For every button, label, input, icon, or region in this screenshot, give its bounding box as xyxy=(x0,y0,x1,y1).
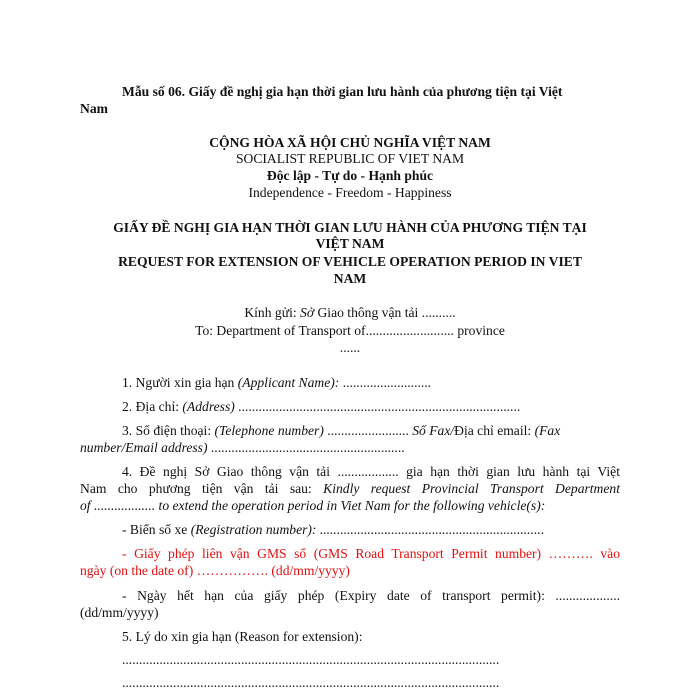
phone-blank: ........................ xyxy=(323,423,413,438)
addressee-vn-suffix: Giao thông vận tải .......... xyxy=(314,305,456,320)
email-label: Địa chỉ email: xyxy=(454,423,535,438)
field-phone-line1 xyxy=(122,423,560,439)
address-blank: ................................................................................... xyxy=(234,399,521,414)
field-phone-line2 xyxy=(80,440,405,456)
national-motto-vn: Độc lập - Tự do - Hạnh phúc xyxy=(266,168,434,183)
permit-line1: - Giấy phép liên vận GMS số (GMS Road Transport Permit number) ………. vào xyxy=(122,546,620,561)
reason-blank-1: ............................................................................................................... xyxy=(122,652,500,667)
applicant-blank: .......................... xyxy=(342,375,432,390)
fax-label-en: (Fax xyxy=(534,423,561,438)
phone-label: 3. Số điện thoại: xyxy=(122,423,215,438)
national-name-en: SOCIALIST REPUBLIC OF VIET NAM xyxy=(235,151,465,166)
addressee-en: To: Department of Transport of.......................... province xyxy=(195,323,505,338)
national-name-vn: CỘNG HÒA XÃ HỘI CHỦ NGHĨA VIỆT NAM xyxy=(209,135,491,150)
reason-label: 5. Lý do xin gia hạn (Reason for extension): xyxy=(122,629,363,644)
national-motto-en: Independence - Freedom - Happiness xyxy=(248,185,452,200)
title-vn-line2: VIỆT NAM xyxy=(315,236,385,251)
field-applicant xyxy=(122,375,431,391)
addressee-dots: ...... xyxy=(339,340,361,355)
applicant-label: 1. Người xin gia hạn xyxy=(122,375,238,390)
addressee-vn xyxy=(0,305,700,321)
title-en-line1: REQUEST FOR EXTENSION OF VEHICLE OPERATION PERIOD IN VIET xyxy=(118,254,582,269)
reason-blank-2: ............................................................................................................... xyxy=(122,675,500,690)
form-caption-line1: Mẫu số 06. Giấy đề nghị gia hạn thời gian lưu hành của phương tiện tại Việt xyxy=(122,84,563,99)
title-vn-line1: GIẤY ĐỀ NGHỊ GIA HẠN THỜI GIAN LƯU HÀNH CỦA PHƯƠNG TIỆN TẠI xyxy=(113,220,587,235)
fax-label: Số Fax/ xyxy=(412,423,455,438)
expiry-line2: (dd/mm/yyyy) xyxy=(80,605,159,620)
address-label-en: (Address) xyxy=(182,399,235,414)
address-label: 2. Địa chỉ: xyxy=(122,399,183,414)
phone-label-en: (Telephone number) xyxy=(214,423,324,438)
request-line3: of .................. to extend the operation period in Viet Nam for the following vehicle(s): xyxy=(80,498,546,513)
request-line2 xyxy=(80,481,620,497)
request-line1: 4. Đề nghị Sở Giao thông vận tải .................. gia hạn thời gian lưu hành tại Việt xyxy=(122,464,620,479)
registration-label-en: (Registration number): ................................................................. xyxy=(190,522,541,537)
expiry-line1: - Ngày hết hạn của giấy phép (Expiry date of transport permit): ................... xyxy=(122,588,620,603)
field-registration xyxy=(122,522,544,538)
fax-email-blank: ......................................................... xyxy=(207,440,405,455)
registration-label: - Biển số xe xyxy=(122,522,191,537)
addressee-vn-prefix: Kính gửi: xyxy=(244,305,301,320)
addressee-vn-italic: Sở xyxy=(300,305,315,320)
permit-line2: ngày (on the date of) ……………. (dd/mm/yyyy) xyxy=(80,563,350,578)
applicant-label-en: (Applicant Name): xyxy=(237,375,343,390)
request-line2-vn: Nam cho phương tiện vận tải sau: xyxy=(80,481,324,496)
fax-email-label-en: number/Email address) xyxy=(80,440,208,455)
registration-blank: . xyxy=(540,522,545,537)
request-line2-en: Kindly request Provincial Transport Department xyxy=(323,481,620,496)
title-en-line2: NAM xyxy=(333,271,367,286)
field-address xyxy=(122,399,520,415)
form-caption-line2: Nam xyxy=(80,101,108,116)
